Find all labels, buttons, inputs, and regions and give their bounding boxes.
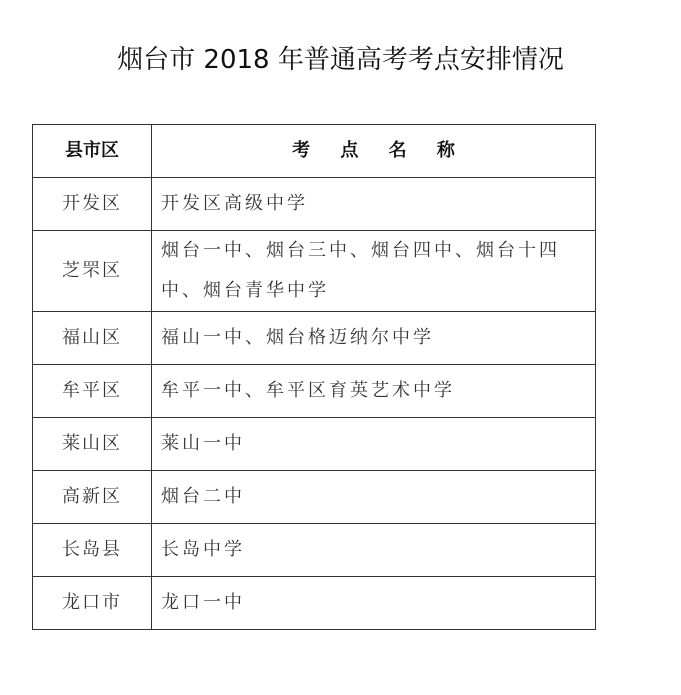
venue-cell: 烟台二中 xyxy=(152,471,596,524)
venue-cell: 牟平一中、牟平区育英艺术中学 xyxy=(152,365,596,418)
venue-cell: 长岛中学 xyxy=(152,524,596,577)
venue-cell: 龙口一中 xyxy=(152,577,596,630)
venue-cell: 莱山一中 xyxy=(152,418,596,471)
district-cell: 莱山区 xyxy=(33,418,152,471)
district-cell: 福山区 xyxy=(33,312,152,365)
column-header-district: 县市区 xyxy=(33,125,152,178)
venue-cell: 福山一中、烟台格迈纳尔中学 xyxy=(152,312,596,365)
page-title: 烟台市 2018 年普通高考考点安排情况 xyxy=(117,45,564,75)
table-header-row xyxy=(33,125,596,178)
district-cell: 高新区 xyxy=(33,471,152,524)
table-row xyxy=(33,524,596,577)
exam-venue-table xyxy=(32,124,596,630)
table-row xyxy=(33,178,596,231)
district-cell: 长岛县 xyxy=(33,524,152,577)
table-row xyxy=(33,471,596,524)
district-cell: 开发区 xyxy=(33,178,152,231)
table-row xyxy=(33,231,596,312)
table-row xyxy=(33,365,596,418)
table-row xyxy=(33,418,596,471)
district-cell: 龙口市 xyxy=(33,577,152,630)
column-header-venue-name: 考 点 名 称 xyxy=(152,125,596,178)
district-cell: 牟平区 xyxy=(33,365,152,418)
table-row xyxy=(33,577,596,630)
venue-cell: 烟台一中、烟台三中、烟台四中、烟台十四中、烟台青华中学 xyxy=(152,231,596,312)
venue-cell: 开发区高级中学 xyxy=(152,178,596,231)
district-cell: 芝罘区 xyxy=(33,231,152,312)
table-row xyxy=(33,312,596,365)
